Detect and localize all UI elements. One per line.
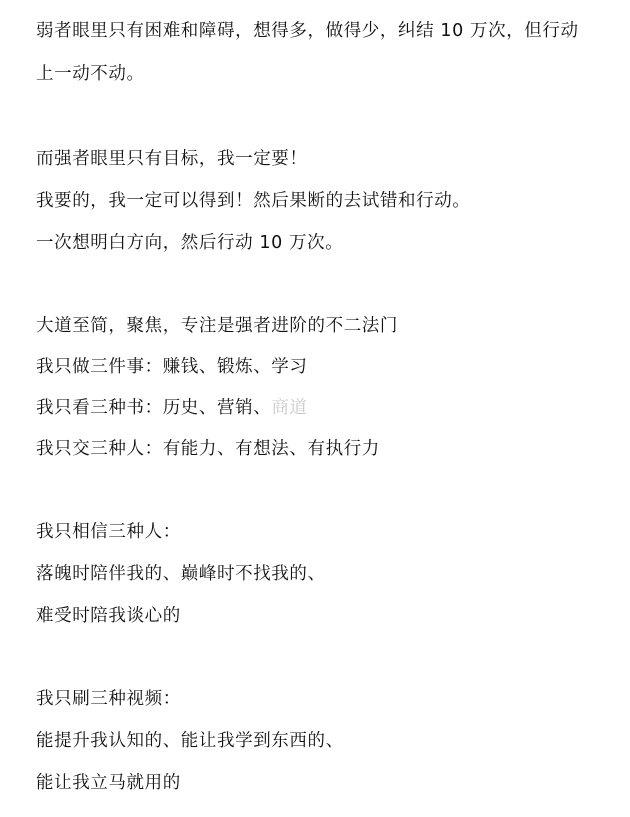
text-line: 大道至简，聚焦，专注是强者进阶的不二法门: [36, 316, 398, 336]
text-line: 能提升我认知的、能让我学到东西的、: [36, 731, 344, 751]
text-line: 我要的，我一定可以得到！然后果断的去试错和行动。: [36, 191, 471, 211]
text-line: 落魄时陪伴我的、巅峰时不找我的、: [36, 564, 326, 584]
text-line-books-main: 我只看三种书：历史、营销、: [36, 398, 272, 418]
text-line: 能让我立马就用的: [36, 773, 181, 793]
text-line: 难受时陪我谈心的: [36, 606, 181, 626]
text-line: 我只相信三种人：: [36, 522, 181, 542]
faded-word: 商道: [271, 398, 308, 418]
text-line: 我只交三种人：有能力、有想法、有执行力: [36, 439, 380, 459]
text-line: 弱者眼里只有困难和障碍，想得多，做得少，纠结 10 万次，但行动: [36, 21, 579, 41]
text-line-books: [36, 397, 308, 419]
text-line: 上一动不动。: [36, 64, 145, 84]
text-line: 我只刷三种视频：: [36, 689, 181, 709]
text-line: 我只做三件事：赚钱、锻炼、学习: [36, 357, 308, 377]
text-line: 而强者眼里只有目标，我一定要！: [36, 149, 308, 169]
text-line: 一次想明白方向，然后行动 10 万次。: [36, 233, 344, 253]
